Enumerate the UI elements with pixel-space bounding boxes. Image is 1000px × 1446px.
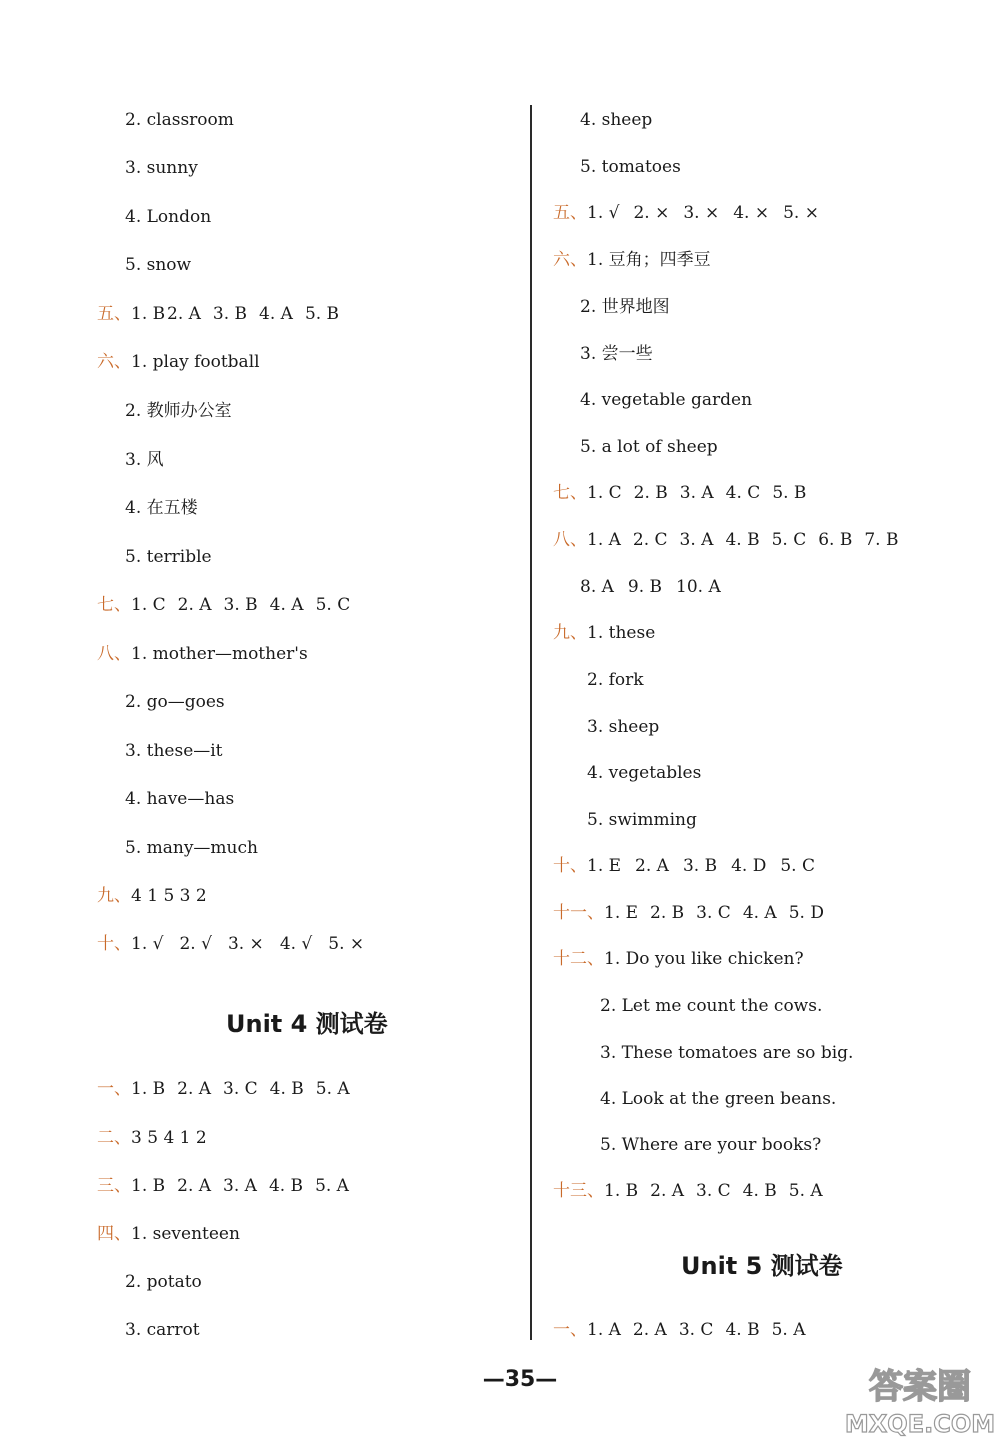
watermark-text: 答案圈 <box>869 1367 971 1407</box>
answer-line: 5. many—much <box>125 838 258 858</box>
unit5-title: Unit 5 测试卷 <box>681 1252 843 1280</box>
answer-row: 十二、1. Do you like chicken? <box>553 949 804 969</box>
answer-row: 一、1. B 2. A 3. C 4. B 5. A <box>97 1079 350 1099</box>
answer-row: 三、1. B 2. A 3. A 4. B 5. A <box>97 1176 349 1196</box>
answer-row: 九、4 1 5 3 2 <box>97 886 207 906</box>
answer-line: 3. carrot <box>125 1320 200 1340</box>
answer-row: 十三、1. B 2. A 3. C 4. B 5. A <box>553 1181 823 1201</box>
answer-line: 3. These tomatoes are so big. <box>600 1043 854 1063</box>
answer-row: 五、1. B 2. A 3. B 4. A 5. B <box>97 304 340 324</box>
answer-row: 五、1. √ 2. × 3. × 4. × 5. × <box>553 203 819 223</box>
answer-row: 九、1. these <box>553 623 656 643</box>
answer-line: 3. these—it <box>125 741 223 761</box>
answer-line: 2. Let me count the cows. <box>600 996 823 1016</box>
answer-line: 2. potato <box>125 1272 202 1292</box>
answer-line: 4. vegetable garden <box>580 390 753 410</box>
answer-line: 5. a lot of sheep <box>580 437 718 457</box>
answer-row: 一、1. A 2. A 3. C 4. B 5. A <box>553 1320 806 1340</box>
watermark-url: MXQE.COM <box>845 1410 995 1438</box>
answer-line: 3. sheep <box>587 717 660 737</box>
answer-row: 四、1. seventeen <box>97 1224 240 1244</box>
answer-line: 5. tomatoes <box>580 157 681 177</box>
answer-row: 十、1. √ 2. √ 3. × 4. √ 5. × <box>97 934 365 954</box>
answer-row: 六、1. 豆角；四季豆 <box>553 250 711 270</box>
answer-row: 八、1. A 2. C 3. A 4. B 5. C 6. B 7. B <box>553 530 899 550</box>
answer-row: 十一、1. E 2. B 3. C 4. A 5. D <box>553 903 824 923</box>
answer-line: 3. 风 <box>125 450 164 470</box>
answer-line: 2. fork <box>587 670 644 690</box>
answer-row: 二、3 5 4 1 2 <box>97 1128 207 1148</box>
answer-line: 4. Look at the green beans. <box>600 1089 837 1109</box>
answer-line: 4. sheep <box>580 110 653 130</box>
answer-line: 2. classroom <box>125 110 234 130</box>
answer-line: 5. swimming <box>587 810 697 830</box>
answer-row: 8. A 9. B 10. A <box>580 577 721 597</box>
page-number: —35— <box>482 1367 558 1392</box>
answer-line: 5. terrible <box>125 547 212 567</box>
answer-line: 4. vegetables <box>587 763 702 783</box>
answer-line: 2. 世界地图 <box>580 297 670 317</box>
answer-row: 十、1. E 2. A 3. B 4. D 5. C <box>553 856 815 876</box>
column-divider <box>530 105 532 1340</box>
answer-row: 七、1. C 2. B 3. A 4. C 5. B <box>553 483 807 503</box>
answer-row: 六、1. play football <box>97 352 260 372</box>
answer-line: 4. London <box>125 207 212 227</box>
answer-line: 3. 尝一些 <box>580 344 653 364</box>
answer-line: 4. 在五楼 <box>125 498 198 518</box>
answer-row: 八、1. mother—mother's <box>97 644 308 664</box>
answer-line: 5. snow <box>125 255 192 275</box>
unit4-title: Unit 4 测试卷 <box>226 1010 388 1038</box>
answer-line: 3. sunny <box>125 158 198 178</box>
answer-line: 5. Where are your books? <box>600 1135 822 1155</box>
answer-row: 七、1. C 2. A 3. B 4. A 5. C <box>97 595 351 615</box>
answer-line: 4. have—has <box>125 789 235 809</box>
watermark-logo <box>845 1360 995 1440</box>
answer-line: 2. 教师办公室 <box>125 401 232 421</box>
answer-line: 2. go—goes <box>125 692 225 712</box>
